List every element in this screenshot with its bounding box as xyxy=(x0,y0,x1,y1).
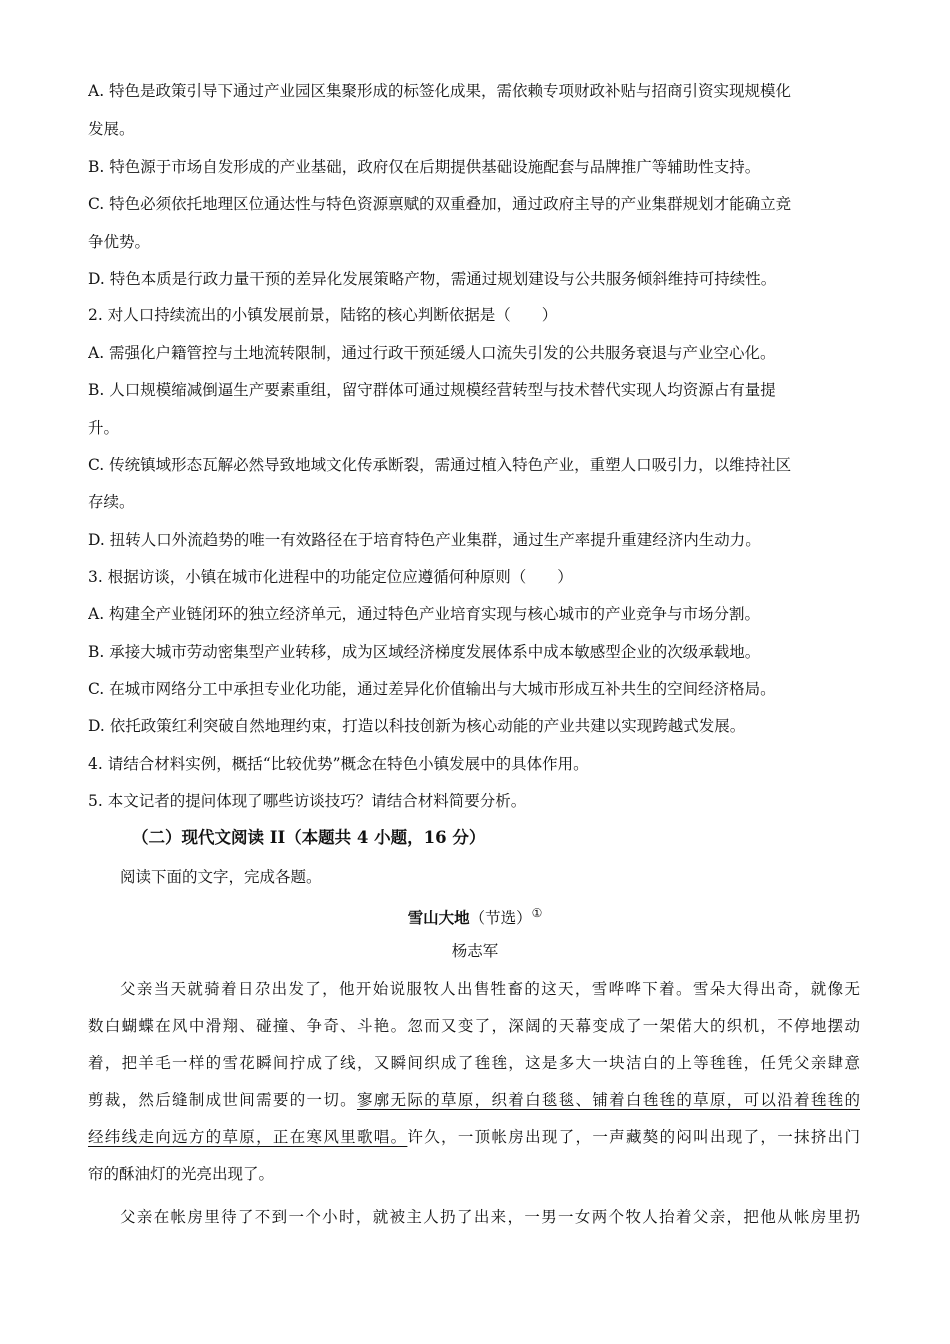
footnote-marker: ① xyxy=(531,906,543,920)
q1-option-d: D. 特色本质是行政力量干预的差异化发展策略产物，需通过规划建设与公共服务倾斜维持可持续性。 xyxy=(88,270,777,288)
paragraph-2-line-1: 父亲在帐房里待了不到一个小时，就被主人扔了出来，一男一女两个牧人抬着父亲，把他从帐房里扔 xyxy=(120,1208,860,1226)
q1-option-b: B. 特色源于市场自发形成的产业基础，政府仅在后期提供基础设施配套与品牌推广等辅助性支持。 xyxy=(88,158,761,176)
section-heading: （二）现代文阅读 II（本题共 4 小题，16 分） xyxy=(132,828,486,847)
paragraph-1-line-5-rest: 许久，一顶帐房出现了，一声藏獒的闷叫出现了，一抹挤出门 xyxy=(407,1128,860,1146)
paragraph-1-line-6: 帘的酥油灯的光亮出现了。 xyxy=(88,1165,275,1183)
q3-option-a: A. 构建全产业链闭环的独立经济单元，通过特色产业培育实现与核心城市的产业竞争与市场分割。 xyxy=(88,605,761,623)
q1-option-a-line2: 发展。 xyxy=(88,120,135,138)
underlined-passage-part-2: 经纬线走向远方的草原，正在寒风里歌唱。 xyxy=(88,1128,408,1146)
paragraph-1-line-5 xyxy=(88,1126,860,1148)
q4-stem: 4. 请结合材料实例，概括“比较优势”概念在特色小镇发展中的具体作用。 xyxy=(88,755,589,773)
q2-option-d: D. 扭转人口外流趋势的唯一有效路径在于培育特色产业集群，通过生产率提升重建经济内生动力。 xyxy=(88,531,761,549)
section-instruction: 阅读下面的文字，完成各题。 xyxy=(120,868,322,886)
q3-option-d: D. 依托政策红利突破自然地理约束，打造以科技创新为核心动能的产业共建以实现跨越式发展。 xyxy=(88,717,746,735)
q2-stem: 2. 对人口持续流出的小镇发展前景，陆铭的核心判断依据是（ ） xyxy=(88,306,558,324)
q3-option-b: B. 承接大城市劳动密集型产业转移，成为区域经济梯度发展体系中成本敏感型企业的次级承载地。 xyxy=(88,643,761,661)
article-title-suffix: （节选） xyxy=(469,909,532,928)
q3-option-c: C. 在城市网络分工中承担专业化功能，通过差异化价值输出与大城市形成互补共生的空间经济格局。 xyxy=(88,680,776,698)
q2-option-c-line2: 存续。 xyxy=(88,493,135,511)
underlined-passage-part-1: 寥廓无际的草原，织着白毯毯、铺着白毪毪的草原，可以沿着毪毪的 xyxy=(356,1091,860,1109)
q2-option-b-line1: B. 人口规模缩减倒逼生产要素重组，留守群体可通过规模经营转型与技术替代实现人均资源占有量提 xyxy=(88,381,776,399)
paragraph-1-line-4 xyxy=(88,1089,860,1111)
article-title xyxy=(0,902,950,929)
q2-option-c-line1: C. 传统镇域形态瓦解必然导致地域文化传承断裂，需通过植入特色产业，重塑人口吸引力，以维持社区 xyxy=(88,456,792,474)
article-title-text: 雪山大地 xyxy=(407,908,470,928)
q2-option-a: A. 需强化户籍管控与土地流转限制，通过行政干预延缓人口流失引发的公共服务衰退与产业空心化。 xyxy=(88,344,776,362)
q1-option-c-line2: 争优势。 xyxy=(88,233,151,251)
q3-stem: 3. 根据访谈，小镇在城市化进程中的功能定位应遵循何种原则（ ） xyxy=(88,568,573,586)
article-author: 杨志军 xyxy=(451,942,499,960)
q1-option-c-line1: C. 特色必须依托地理区位通达性与特色资源禀赋的双重叠加，通过政府主导的产业集群规划才能确立竞 xyxy=(88,195,792,213)
paragraph-1-line-3: 着，把羊毛一样的雪花瞬间拧成了线，又瞬间织成了毪毪，这是多大一块洁白的上等毪毪，任凭父亲肆意 xyxy=(88,1054,860,1072)
q2-option-b-line2: 升。 xyxy=(88,419,120,437)
paragraph-1-line-2: 数白蝴蝶在风中滑翔、碰撞、争奇、斗艳。忽而又变了，深阔的天幕变成了一架偌大的织机，不停地摆动 xyxy=(88,1017,860,1035)
paragraph-1-line-1: 父亲当天就骑着日尕出发了，他开始说服牧人出售牲畜的这天，雪哗哗下着。雪朵大得出奇，就像无 xyxy=(120,980,860,998)
q1-option-a-line1: A. 特色是政策引导下通过产业园区集聚形成的标签化成果，需依赖专项财政补贴与招商引资实现规模化 xyxy=(88,82,792,100)
q5-stem: 5. 本文记者的提问体现了哪些访谈技巧？请结合材料简要分析。 xyxy=(88,792,527,810)
paragraph-1-line-4-text: 剪裁，然后缝制成世间需要的一切。 xyxy=(88,1091,357,1109)
